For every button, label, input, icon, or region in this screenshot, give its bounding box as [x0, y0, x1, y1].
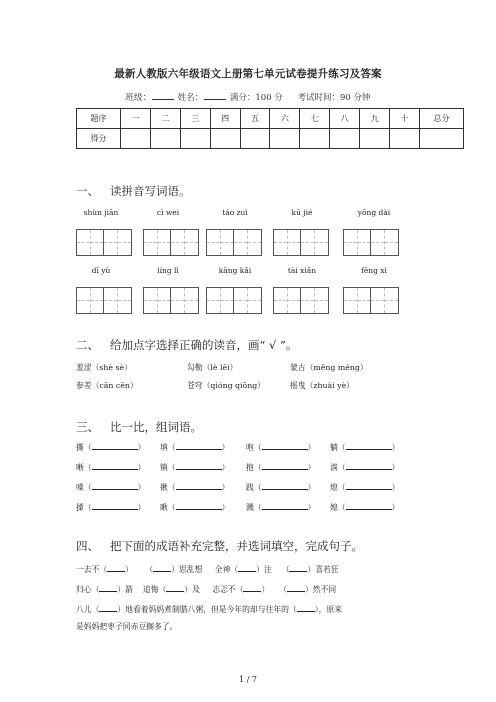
- score-cell[interactable]: [390, 129, 420, 149]
- score-table: [76, 108, 464, 149]
- exam-info: [0, 91, 496, 103]
- writing-box[interactable]: [206, 229, 262, 256]
- idiom-blank[interactable]: [99, 583, 117, 592]
- score-cell[interactable]: [210, 129, 240, 149]
- page-title: 最新人教版六年级语文上册第七单元试卷提升练习及答案: [114, 68, 382, 80]
- pinyin-label: yōng dài: [357, 208, 391, 217]
- compare-item: 搡（ ）: [76, 503, 146, 512]
- compare-item: 践（ ）: [246, 483, 316, 492]
- reading-choice[interactable]: 苍穹（qióng qiōng）: [187, 381, 266, 390]
- word-blank[interactable]: [92, 501, 138, 510]
- word-blank[interactable]: [176, 461, 222, 470]
- compare-item: 晰（ ）: [76, 463, 146, 472]
- table-cell: 九: [360, 109, 390, 129]
- word-blank[interactable]: [92, 461, 138, 470]
- writing-box[interactable]: [76, 229, 132, 256]
- score-cell[interactable]: [121, 129, 151, 149]
- word-blank[interactable]: [346, 461, 392, 470]
- writing-box[interactable]: [206, 287, 262, 314]
- pinyin-label: táo zuì: [222, 208, 248, 217]
- writing-box[interactable]: [273, 287, 329, 314]
- writing-box[interactable]: [143, 229, 199, 256]
- table-cell: 题序: [77, 109, 121, 129]
- idiom-blank[interactable]: [166, 583, 184, 592]
- table-cell: 四: [210, 109, 240, 129]
- name-blank[interactable]: [204, 91, 226, 100]
- compare-item: 抱（ ）: [246, 463, 316, 472]
- writing-box[interactable]: [76, 287, 132, 314]
- section-3-heading: 三、 比一比，组词语。: [76, 420, 202, 434]
- compare-item: 淌（ ）: [330, 463, 400, 472]
- word-blank[interactable]: [262, 441, 308, 450]
- table-cell: 得分: [77, 129, 121, 149]
- compare-item: 撕（ ）: [76, 443, 146, 452]
- reading-choice[interactable]: 摇曳（zhuài yè）: [290, 381, 354, 390]
- class-label: 班级：: [125, 93, 151, 103]
- idiom-blank[interactable]: [287, 583, 305, 592]
- pinyin-label: shùn jiān: [83, 208, 119, 217]
- sentence-blank[interactable]: [99, 603, 117, 612]
- word-blank[interactable]: [92, 481, 138, 490]
- class-blank[interactable]: [152, 91, 174, 100]
- writing-box[interactable]: [143, 287, 199, 314]
- compare-item: 熄（ ）: [330, 483, 400, 492]
- name-label: 姓名：: [177, 93, 204, 103]
- table-cell: 八: [330, 109, 360, 129]
- compare-item: 溅（ ）: [246, 503, 316, 512]
- pinyin-label: dī yù: [91, 266, 111, 275]
- reading-choice[interactable]: 蒙古（měng méng）: [290, 363, 368, 372]
- pinyin-label: tài xiǎn: [287, 266, 317, 275]
- score-cell[interactable]: [150, 129, 180, 149]
- compare-item: 瞅（ ）: [160, 503, 230, 512]
- word-blank[interactable]: [262, 461, 308, 470]
- pinyin-label: kāng kǎi: [218, 266, 252, 275]
- table-cell: 总分: [420, 109, 464, 129]
- exam-time: 考试时间：90 分钟: [297, 93, 371, 103]
- compare-item: 嗓（ ）: [76, 483, 146, 492]
- section-1-heading: 一、 读拼音写词语。: [76, 184, 191, 198]
- idiom-blank[interactable]: [153, 563, 171, 572]
- score-cell[interactable]: [420, 129, 464, 149]
- score-cell[interactable]: [240, 129, 270, 149]
- score-cell[interactable]: [270, 129, 300, 149]
- word-blank[interactable]: [92, 441, 138, 450]
- score-table-header-row: [77, 109, 464, 129]
- idiom-blank[interactable]: [289, 563, 307, 572]
- score-cell[interactable]: [330, 129, 360, 149]
- idiom-line-2: 归心（ ）箭 追悔（ ）及 志忑不（ ） （ ）然不同: [76, 585, 337, 594]
- compare-item: 揪（ ）: [160, 483, 230, 492]
- word-blank[interactable]: [262, 481, 308, 490]
- pinyin-label: fēng xì: [361, 266, 387, 275]
- compare-item: 咆（ ）: [246, 443, 316, 452]
- sentence-line-1: 八儿（ ）地看着妈妈煮制腊八粥，但是今年的却与往年的（ ），原来: [76, 605, 343, 614]
- idiom-blank[interactable]: [107, 563, 125, 572]
- pinyin-label: kū jié: [291, 208, 313, 217]
- word-blank[interactable]: [262, 501, 308, 510]
- sentence-blank[interactable]: [297, 603, 315, 612]
- compare-item: 填（ ）: [160, 443, 230, 452]
- table-cell: 二: [150, 109, 180, 129]
- word-blank[interactable]: [176, 501, 222, 510]
- idiom-line-1: 一去不（ ） （ ）思乱想 全神（ ）注 （ ）喜若狂: [76, 565, 339, 574]
- table-cell: 一: [121, 109, 151, 129]
- reading-choice[interactable]: 羞涩（shè sè）: [76, 363, 132, 372]
- table-cell: 三: [180, 109, 210, 129]
- section-2-heading: 二、 给加点字选择正确的读音，画“ √ ”。: [76, 338, 298, 352]
- score-cell[interactable]: [300, 129, 330, 149]
- word-blank[interactable]: [346, 481, 392, 490]
- sentence-line-2: 是妈妈把枣子同赤豆搁多了。: [76, 622, 178, 631]
- compare-item: 躺（ ）: [330, 443, 400, 452]
- compare-item: 媳（ ）: [330, 503, 400, 512]
- word-blank[interactable]: [176, 441, 222, 450]
- reading-choice[interactable]: 勾勒（lè lēi）: [187, 363, 238, 372]
- pinyin-label: líng lì: [157, 266, 179, 275]
- section-4-heading: 四、 把下面的成语补充完整，并选词填空，完成句子。: [76, 539, 363, 553]
- word-blank[interactable]: [346, 501, 392, 510]
- writing-box[interactable]: [343, 287, 399, 314]
- writing-box[interactable]: [343, 229, 399, 256]
- pinyin-label: cì wei: [156, 208, 180, 217]
- table-cell: 五: [240, 109, 270, 129]
- idiom-blank[interactable]: [238, 563, 256, 572]
- idiom-blank[interactable]: [243, 583, 261, 592]
- table-cell: 七: [300, 109, 330, 129]
- writing-box[interactable]: [273, 229, 329, 256]
- full-score: 满分：100 分: [229, 93, 283, 103]
- word-blank[interactable]: [176, 481, 222, 490]
- table-cell: 六: [270, 109, 300, 129]
- score-table-score-row: [77, 129, 464, 149]
- word-blank[interactable]: [346, 441, 392, 450]
- compare-item: 镇（ ）: [160, 463, 230, 472]
- table-cell: 十: [390, 109, 420, 129]
- page-number: 1 / 7: [239, 675, 257, 684]
- score-cell[interactable]: [180, 129, 210, 149]
- reading-choice[interactable]: 参差（cān cēn）: [76, 381, 138, 390]
- score-cell[interactable]: [360, 129, 390, 149]
